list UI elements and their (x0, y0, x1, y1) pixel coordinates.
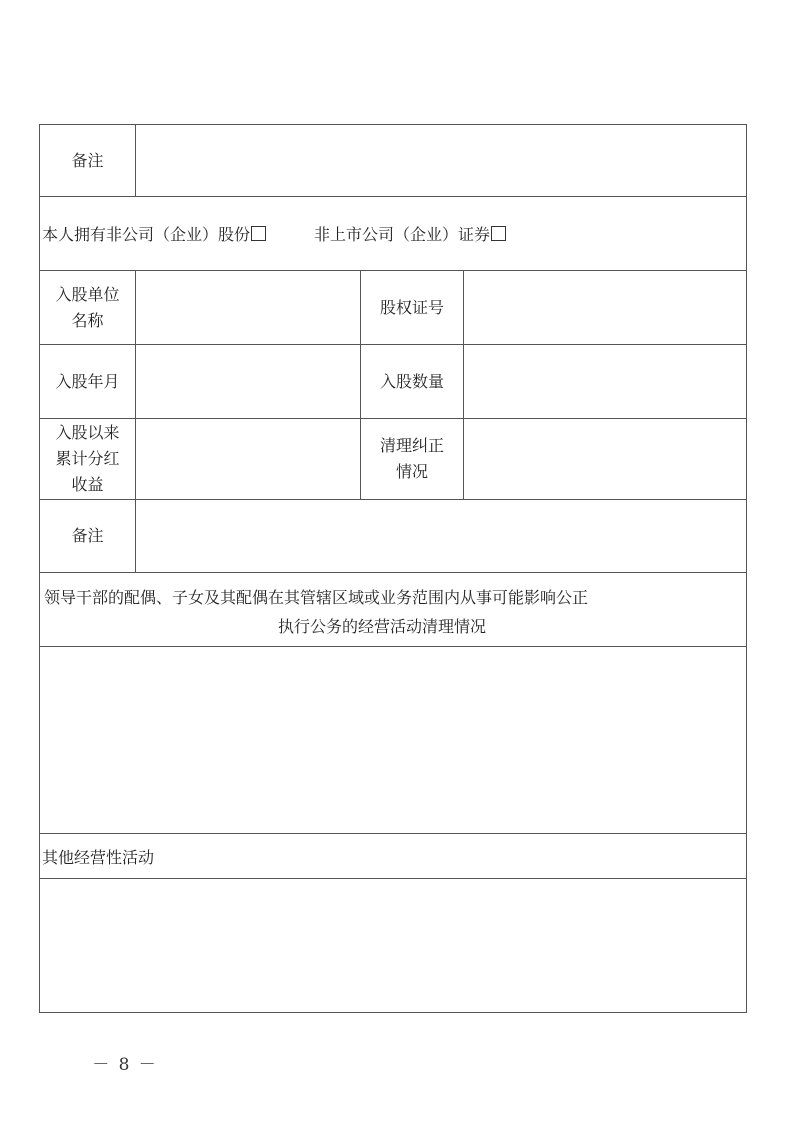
relatives-title-line1: 领导干部的配偶、子女及其配偶在其管辖区域或业务范围内从事可能影响公正 (44, 588, 589, 607)
quantity-label: 入股数量 (361, 345, 464, 418)
rectification-label: 清理纠正 情况 (361, 419, 464, 499)
unit-name-label: 入股单位 名称 (40, 271, 136, 344)
date-row (39, 345, 747, 419)
declaration-form (39, 124, 747, 1013)
shares-checkbox[interactable] (251, 226, 266, 241)
other-activities-row (39, 834, 747, 879)
remarks-value-1[interactable] (136, 125, 746, 196)
unit-name-value[interactable] (136, 271, 361, 344)
dividend-label: 入股以来 累计分红 收益 (40, 419, 136, 499)
page-number: － 8 － (92, 1055, 158, 1075)
dividend-value[interactable] (136, 419, 361, 499)
remarks-label-1: 备注 (40, 125, 136, 196)
date-label: 入股年月 (40, 345, 136, 418)
certificate-value[interactable] (464, 271, 746, 344)
unit-name-row (39, 271, 747, 345)
certificate-label: 股权证号 (361, 271, 464, 344)
relatives-content-row[interactable] (39, 647, 747, 834)
securities-checkbox[interactable] (491, 226, 506, 241)
shares-option-label: 本人拥有非公司（企业）股份 (42, 225, 251, 244)
securities-option-label: 非上市公司（企业）证券 (314, 225, 491, 244)
relatives-title-row (39, 573, 747, 647)
rectification-value[interactable] (464, 419, 746, 499)
dividend-row (39, 419, 747, 500)
ownership-row (39, 197, 747, 271)
remarks-row-2 (39, 500, 747, 573)
other-activities-label: 其他经营性活动 (42, 847, 155, 867)
quantity-value[interactable] (464, 345, 746, 418)
remarks-value-2[interactable] (136, 500, 746, 572)
remarks-row-1 (39, 124, 747, 197)
date-value[interactable] (136, 345, 361, 418)
relatives-title-line2: 执行公务的经营活动清理情况 (278, 617, 487, 636)
remarks-label-2: 备注 (40, 500, 136, 572)
ownership-options (42, 197, 506, 270)
other-activities-content-row[interactable] (39, 879, 747, 1013)
relatives-section-title (44, 583, 746, 641)
